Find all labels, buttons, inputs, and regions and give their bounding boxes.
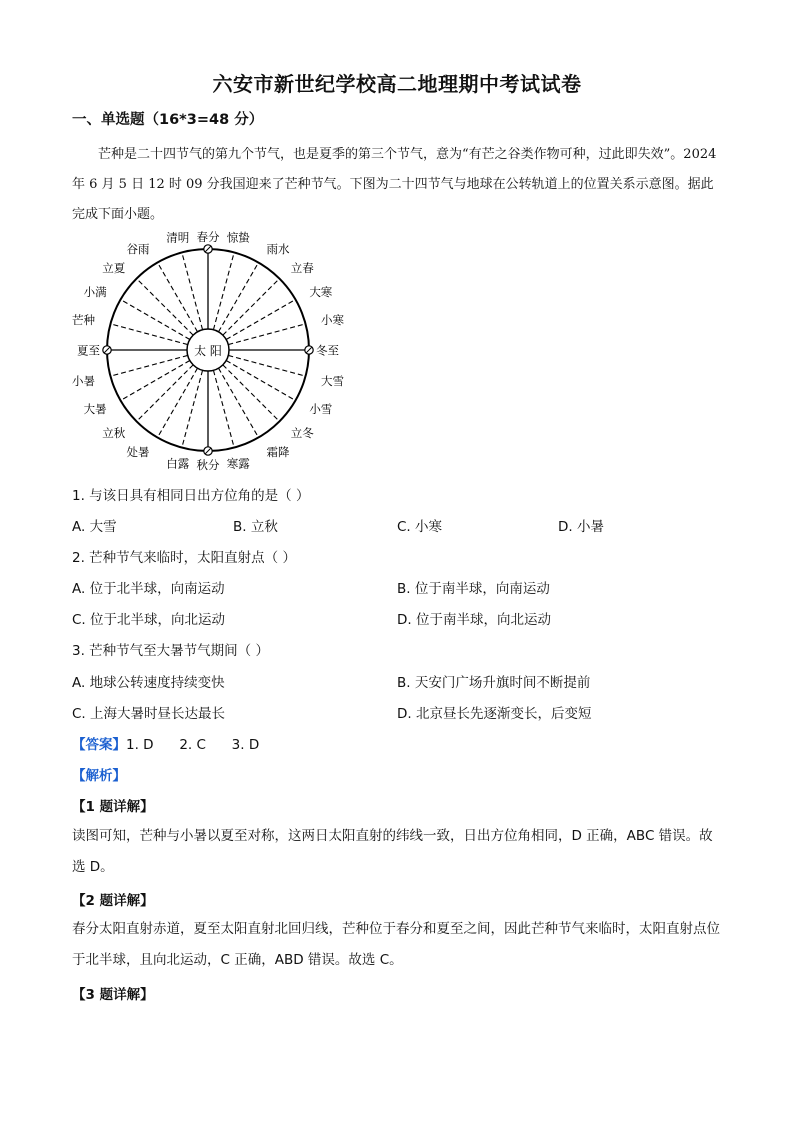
spoke-line: [228, 324, 305, 345]
q3-option-a[interactable]: A. 地球公转速度持续变快: [72, 675, 225, 691]
detail-3-label: 【3 题详解】: [72, 987, 154, 1003]
term-label: 大暑: [83, 402, 107, 416]
term-label: 谷雨: [126, 242, 150, 257]
q3-option-b[interactable]: B. 天安门广场升旗时间不断提前: [397, 675, 591, 691]
q3-option-d[interactable]: D. 北京昼长先逐渐变长，后变短: [397, 706, 592, 722]
term-label: 夏至: [77, 343, 100, 358]
term-label: 白露: [166, 456, 190, 471]
term-label: 立春: [290, 260, 314, 275]
q3-option-c[interactable]: C. 上海大暑时昼长达最长: [72, 706, 226, 722]
analysis-label: 【解析】: [72, 768, 126, 784]
answer-text: 1. D 2. C 3. D: [126, 737, 260, 753]
term-label: 春分: [196, 230, 220, 244]
spoke-line: [121, 300, 190, 340]
question-2-stem: 2. 芒种节气来临时，太阳直射点（ ）: [72, 550, 296, 566]
detail-2-paragraph: [72, 914, 722, 976]
spoke-line: [182, 370, 203, 447]
term-label: 立秋: [102, 426, 126, 441]
answer-label: 【答案】: [72, 737, 126, 753]
spoke-line: [182, 252, 203, 329]
intro-text: 芒种是二十四节气的第九个节气，也是夏季的第三个节气，意为“有芒之谷类作物可种，过此即失效”。2024 年 6 月 5 日 12 时 09 分我国迎来了芒种节气。下图为二十四节气与地球在公转轨道上的位置关系示意图。据此完成下面小题。: [72, 147, 717, 222]
term-label: 雨水: [266, 242, 290, 257]
q2-option-b[interactable]: B. 位于南半球，向南运动: [397, 581, 550, 597]
spoke-line: [110, 355, 187, 376]
spoke-line: [158, 368, 198, 437]
term-label: 惊蛰: [226, 230, 250, 245]
spoke-line: [226, 361, 295, 401]
term-label: 大寒: [309, 285, 333, 299]
spoke-line: [213, 370, 234, 447]
term-label: 霜降: [266, 444, 290, 459]
spoke-line: [137, 279, 194, 336]
spoke-line: [219, 368, 259, 437]
spoke-line: [219, 263, 259, 332]
term-label: 清明: [166, 230, 190, 245]
term-label: 小寒: [321, 313, 345, 328]
term-label: 秋分: [196, 458, 220, 472]
term-label: 冬至: [316, 343, 339, 358]
term-label: 芒种: [71, 313, 95, 328]
question-1-stem: 1. 与该日具有相同日出方位角的是（ ）: [72, 488, 310, 504]
term-label: 小雪: [309, 402, 333, 416]
detail-2-label: 【2 题详解】: [72, 893, 154, 909]
question-3-stem: 3. 芒种节气至大暑节气期间（ ）: [72, 643, 269, 659]
detail-2-text: 春分太阳直射赤道，夏至太阳直射北回归线，芒种位于春分和夏至之间，因此芒种节气来临时，太阳直射点位于北半球，且向北运动，C 正确，ABD 错误。故选 C。: [72, 921, 720, 968]
term-label: 立冬: [290, 426, 314, 441]
intro-paragraph: [72, 140, 722, 230]
detail-1-text: 读图可知，芒种与小暑以夏至对称，这两日太阳直射的纬线一致，日出方位角相同，D 正确，ABC 错误。故选 D。: [72, 828, 713, 875]
q1-option-c[interactable]: C. 小寒: [397, 519, 443, 535]
q1-option-a[interactable]: A. 大雪: [72, 519, 117, 535]
page-title: 六安市新世纪学校高二地理期中考试试卷: [212, 72, 582, 96]
sun-label: 太 阳: [194, 344, 222, 358]
spoke-line: [121, 361, 190, 401]
q2-option-d[interactable]: D. 位于南半球，向北运动: [397, 612, 551, 628]
detail-1-paragraph: [72, 821, 722, 883]
spoke-line: [223, 279, 280, 336]
spoke-line: [110, 324, 187, 345]
answer-line: [72, 733, 259, 753]
spoke-line: [226, 300, 295, 340]
spoke-line: [158, 263, 198, 332]
detail-1-label: 【1 题详解】: [72, 799, 154, 815]
spoke-line: [223, 365, 280, 422]
spoke-line: [137, 365, 194, 422]
q1-option-b[interactable]: B. 立秋: [233, 519, 278, 535]
section-heading: 一、单选题（16*3=48 分）: [72, 112, 264, 128]
solar-terms-diagram: [70, 222, 360, 477]
term-label: 小满: [83, 285, 107, 299]
spoke-line: [213, 252, 234, 329]
term-label: 大雪: [321, 373, 345, 388]
spoke-line: [228, 355, 305, 376]
q2-option-a[interactable]: A. 位于北半球，向南运动: [72, 581, 225, 597]
q2-option-c[interactable]: C. 位于北半球，向北运动: [72, 612, 226, 628]
term-label: 立夏: [102, 260, 126, 275]
q1-option-d[interactable]: D. 小暑: [558, 519, 604, 535]
term-label: 处暑: [126, 444, 150, 459]
term-label: 寒露: [226, 456, 250, 471]
term-label: 小暑: [71, 373, 95, 388]
